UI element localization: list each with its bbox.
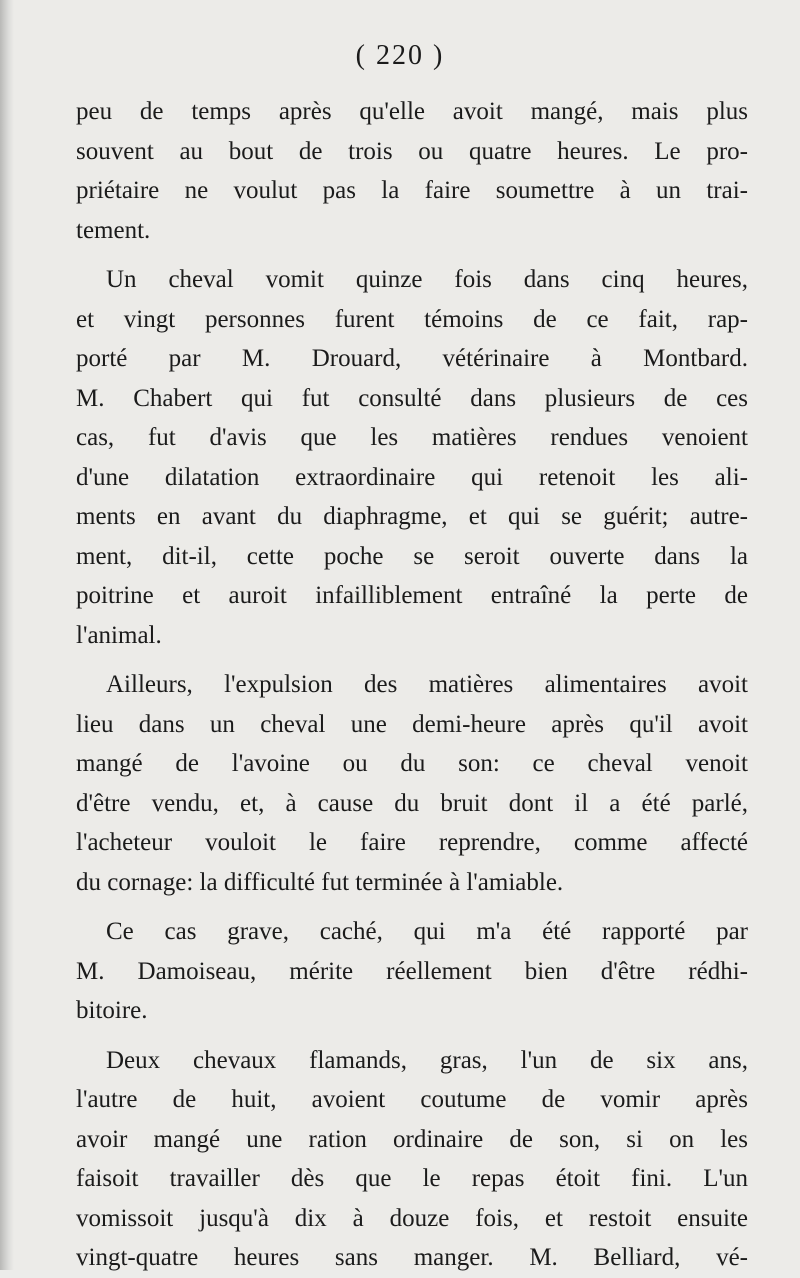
text-line: et vingt personnes furent témoins de ce fait, rap-	[76, 305, 748, 333]
text-line: d'une dilatation extraordinaire qui retenoit les ali-	[76, 463, 748, 491]
text-line: M. Damoiseau, mérite réellement bien d'être rédhi-	[76, 957, 748, 985]
paragraph	[76, 912, 748, 1031]
text-line: Deux chevaux flamands, gras, l'un de six ans,	[106, 1046, 748, 1074]
text-line: l'animal.	[76, 621, 162, 649]
text-line: l'acheteur vouloit le faire reprendre, comme affecté	[76, 829, 748, 856]
text-line: Ailleurs, l'expulsion des matières alimentaires avoit	[106, 671, 748, 698]
text-line: lieu dans un cheval une demi-heure après qu'il avoit	[76, 710, 748, 738]
text-line: ments en avant du diaphragme, et qui se guérit; autre-	[76, 503, 748, 530]
text-line: avoir mangé une ration ordinaire de son, si on les	[76, 1125, 748, 1153]
text-line: bitoire.	[76, 997, 148, 1024]
page-edge-shadow	[0, 0, 14, 1270]
text-line: mangé de l'avoine ou du son: ce cheval venoit	[76, 750, 748, 777]
text-line: souvent au bout de trois ou quatre heures. Le pro-	[76, 137, 748, 165]
text-line: priétaire ne voulut pas la faire soumettre à un trai-	[76, 177, 748, 204]
text-line: peu de temps après qu'elle avoit mangé, mais plus	[76, 98, 748, 125]
paragraph	[76, 1041, 748, 1278]
text-line: porté par M. Drouard, vétérinaire à Montbard.	[76, 345, 748, 372]
text-line: vomissoit jusqu'à dix à douze fois, et restoit ensuite	[76, 1204, 748, 1232]
text-line: ment, dit-il, cette poche se seroit ouverte dans la	[76, 542, 748, 570]
paragraph	[76, 665, 748, 902]
text-line: d'être vendu, et, à cause du bruit dont il a été parlé,	[76, 789, 748, 817]
text-line: M. Chabert qui fut consulté dans plusieurs de ces	[76, 384, 748, 412]
text-line: du cornage: la difficulté fut terminée à l'amiable.	[76, 868, 564, 896]
page-number: ( 220 )	[355, 40, 445, 71]
body-text	[76, 92, 748, 1278]
text-line: cas, fut d'avis que les matières rendues venoient	[76, 424, 748, 451]
paragraph	[76, 260, 748, 655]
text-line: tement.	[76, 216, 151, 244]
text-line: poitrine et auroit infailliblement entraîné la perte de	[76, 582, 748, 609]
text-line: Un cheval vomit quinze fois dans cinq heures,	[106, 266, 748, 293]
text-line: l'autre de huit, avoient coutume de vomir après	[76, 1086, 748, 1113]
text-line: faisoit travailler dès que le repas étoit fini. L'un	[76, 1165, 748, 1192]
paragraph	[76, 92, 748, 250]
text-line: vingt-quatre heures sans manger. M. Belliard, vé-	[76, 1244, 748, 1271]
text-line: Ce cas grave, caché, qui m'a été rapporté par	[106, 918, 748, 945]
